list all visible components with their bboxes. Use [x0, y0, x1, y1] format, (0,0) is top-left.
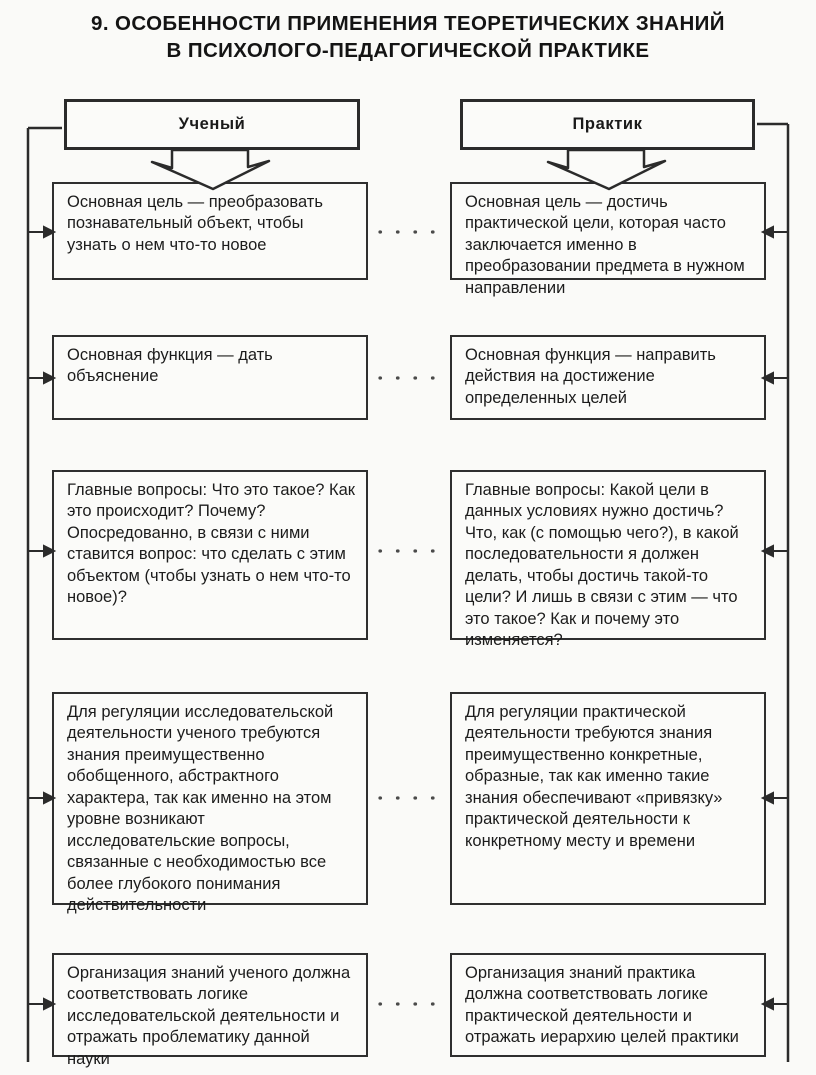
practitioner-box-function	[450, 335, 766, 420]
practitioner-knowledge-text: Для регуляции практической деятельности требуются знания преимущественно конкретные, образные, так как именно такие знания обеспечивают «привязку» практической деятельности к конкретному месту и времени	[465, 703, 723, 850]
scientist-box-questions	[52, 470, 368, 640]
scientist-goal-text: Основная цель — преобразовать познавательный объект, чтобы узнать о нем что-то новое	[67, 193, 323, 254]
practitioner-organization-text: Организация знаний практика должна соответствовать логике практической деятельности и отражать иерархию целей практики	[465, 964, 739, 1047]
scientist-questions-text: Главные вопросы: Что это такое? Как это происходит? Почему? Опосредованно, в связи с ними ставится вопрос: что сделать с этим объектом (чтобы узнать о нем что-то новое)?	[67, 481, 356, 607]
scientist-box-knowledge	[52, 692, 368, 914]
practitioner-goal-text: Основная цель — достичь практической цели, которая часто заключается именно в преобразовании предмета в нужном направлении	[465, 193, 745, 297]
practitioner-header-box	[460, 99, 755, 150]
scientist-box-function	[52, 335, 368, 420]
scientist-organization-text: Организация знаний ученого должна соответствовать логике исследовательской деятельности и отражать проблематику данной науки	[67, 964, 351, 1068]
practitioner-function-text: Основная функция — направить действия на достижение определенных целей	[465, 346, 716, 407]
scientist-box-goal	[52, 182, 368, 280]
scientist-knowledge-text: Для регуляции исследовательской деятельности ученого требуются знания преимущественно обобщенного, абстрактного характера, так как именно на этом уровне возникают исследовательские вопросы, связанные с необходимостью все более глубокого понимания действительности	[67, 703, 334, 914]
dotted-links	[380, 232, 444, 1004]
page-title-line1: 9. ОСОБЕННОСТИ ПРИМЕНЕНИЯ ТЕОРЕТИЧЕСКИХ ЗНАНИЙ	[91, 12, 725, 35]
right-connector-arrows	[763, 227, 788, 1009]
left-connector-arrows	[28, 227, 54, 1009]
scientist-header-box	[64, 99, 360, 150]
practitioner-box-questions	[450, 470, 766, 650]
page-title-line2: В ПСИХОЛОГО-ПЕДАГОГИЧЕСКОЙ ПРАКТИКЕ	[166, 39, 650, 63]
scientist-header-label: Ученый	[178, 115, 246, 133]
scientist-box-organization	[52, 953, 368, 1068]
scientist-function-text: Основная функция — дать объяснение	[67, 346, 273, 386]
practitioner-box-knowledge	[450, 692, 766, 905]
page-title	[0, 10, 816, 64]
practitioner-box-goal	[450, 182, 766, 297]
practitioner-header-label: Практик	[572, 115, 643, 133]
practitioner-questions-text: Главные вопросы: Какой цели в данных условиях нужно достичь? Что, как (с помощью чего?), в какой последовательности я должен делать, чтобы достичь такой-то цели? И лишь в связи с этим — что это такое? Как и почему это изменяется?	[465, 481, 739, 650]
practitioner-box-organization	[450, 953, 766, 1057]
